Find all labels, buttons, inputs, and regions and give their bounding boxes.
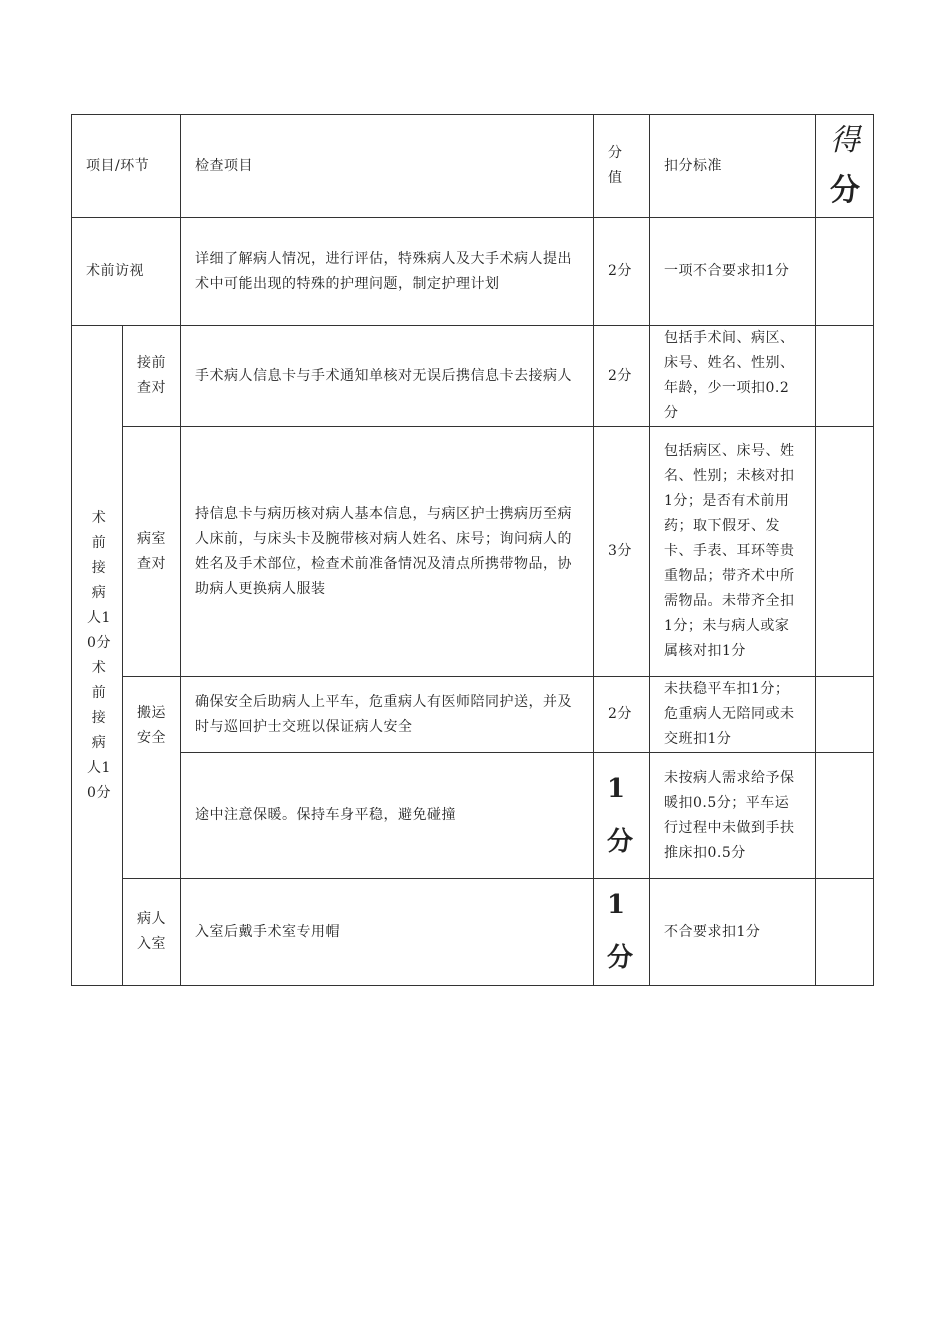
header-result-line1: 得 bbox=[830, 123, 861, 158]
score-enter-line1: 1 bbox=[607, 890, 626, 920]
sub-enter: 病人入室 bbox=[123, 879, 181, 986]
result-ward bbox=[816, 427, 874, 677]
result-warm bbox=[816, 753, 874, 879]
score-transport: 2分 bbox=[594, 677, 650, 753]
header-rule: 扣分标准 bbox=[650, 115, 816, 218]
score-warm-line2: 分 bbox=[607, 826, 634, 857]
score-enter-line2: 分 bbox=[607, 943, 634, 973]
header-stage: 项目/环节 bbox=[72, 115, 181, 218]
sub-check: 接前查对 bbox=[123, 326, 181, 427]
result-enter bbox=[816, 879, 874, 986]
stage-pickup-label: 术前接病人10分术前接病人10分 bbox=[87, 509, 111, 801]
score-check: 2分 bbox=[594, 326, 650, 427]
score-warm bbox=[594, 753, 650, 879]
score-enter bbox=[594, 879, 650, 986]
sub-ward: 病室查对 bbox=[123, 427, 181, 677]
stage-pickup bbox=[72, 326, 123, 986]
header-result-line2: 分 bbox=[830, 173, 861, 208]
rule-warm: 未按病人需求给予保暖扣0.5分；平车运行过程中未做到手扶推床扣0.5分 bbox=[650, 753, 816, 879]
score-ward: 3分 bbox=[594, 427, 650, 677]
inspection-table bbox=[71, 114, 874, 986]
item-enter: 入室后戴手术室专用帽 bbox=[181, 879, 594, 986]
rule-check: 包括手术间、病区、床号、姓名、性别、年龄，少一项扣0.2分 bbox=[650, 326, 816, 427]
header-row bbox=[72, 115, 874, 218]
stage-visit: 术前访视 bbox=[72, 218, 181, 326]
sub-transport: 搬运安全 bbox=[123, 677, 181, 879]
score-warm-line1: 1 bbox=[607, 773, 626, 804]
item-warm: 途中注意保暖。保持车身平稳，避免碰撞 bbox=[181, 753, 594, 879]
header-result bbox=[816, 115, 874, 218]
score-visit: 2分 bbox=[594, 218, 650, 326]
table-row-transport bbox=[72, 677, 874, 753]
rule-ward: 包括病区、床号、姓名、性别；未核对扣1分；是否有术前用药；取下假牙、发卡、手表、耳环等贵重物品；带齐术中所需物品。未带齐全扣1分；未与病人或家属核对扣1分 bbox=[650, 427, 816, 677]
table-row-ward bbox=[72, 427, 874, 677]
table-row-check bbox=[72, 326, 874, 427]
rule-enter: 不合要求扣1分 bbox=[650, 879, 816, 986]
result-visit bbox=[816, 218, 874, 326]
table-row-warm bbox=[72, 753, 874, 879]
item-transport: 确保安全后助病人上平车，危重病人有医师陪同护送，并及时与巡回护士交班以保证病人安全 bbox=[181, 677, 594, 753]
table-row-visit bbox=[72, 218, 874, 326]
table-row-enter bbox=[72, 879, 874, 986]
header-score: 分值 bbox=[594, 115, 650, 218]
rule-transport: 未扶稳平车扣1分；危重病人无陪同或未交班扣1分 bbox=[650, 677, 816, 753]
result-transport bbox=[816, 677, 874, 753]
item-check: 手术病人信息卡与手术通知单核对无误后携信息卡去接病人 bbox=[181, 326, 594, 427]
item-ward: 持信息卡与病历核对病人基本信息，与病区护士携病历至病人床前，与床头卡及腕带核对病人姓名、床号；询问病人的姓名及手术部位，检查术前准备情况及清点所携带物品，协助病人更换病人服装 bbox=[181, 427, 594, 677]
rule-visit: 一项不合要求扣1分 bbox=[650, 218, 816, 326]
item-visit: 详细了解病人情况，进行评估，特殊病人及大手术病人提出术中可能出现的特殊的护理问题，制定护理计划 bbox=[181, 218, 594, 326]
header-item: 检查项目 bbox=[181, 115, 594, 218]
result-check bbox=[816, 326, 874, 427]
